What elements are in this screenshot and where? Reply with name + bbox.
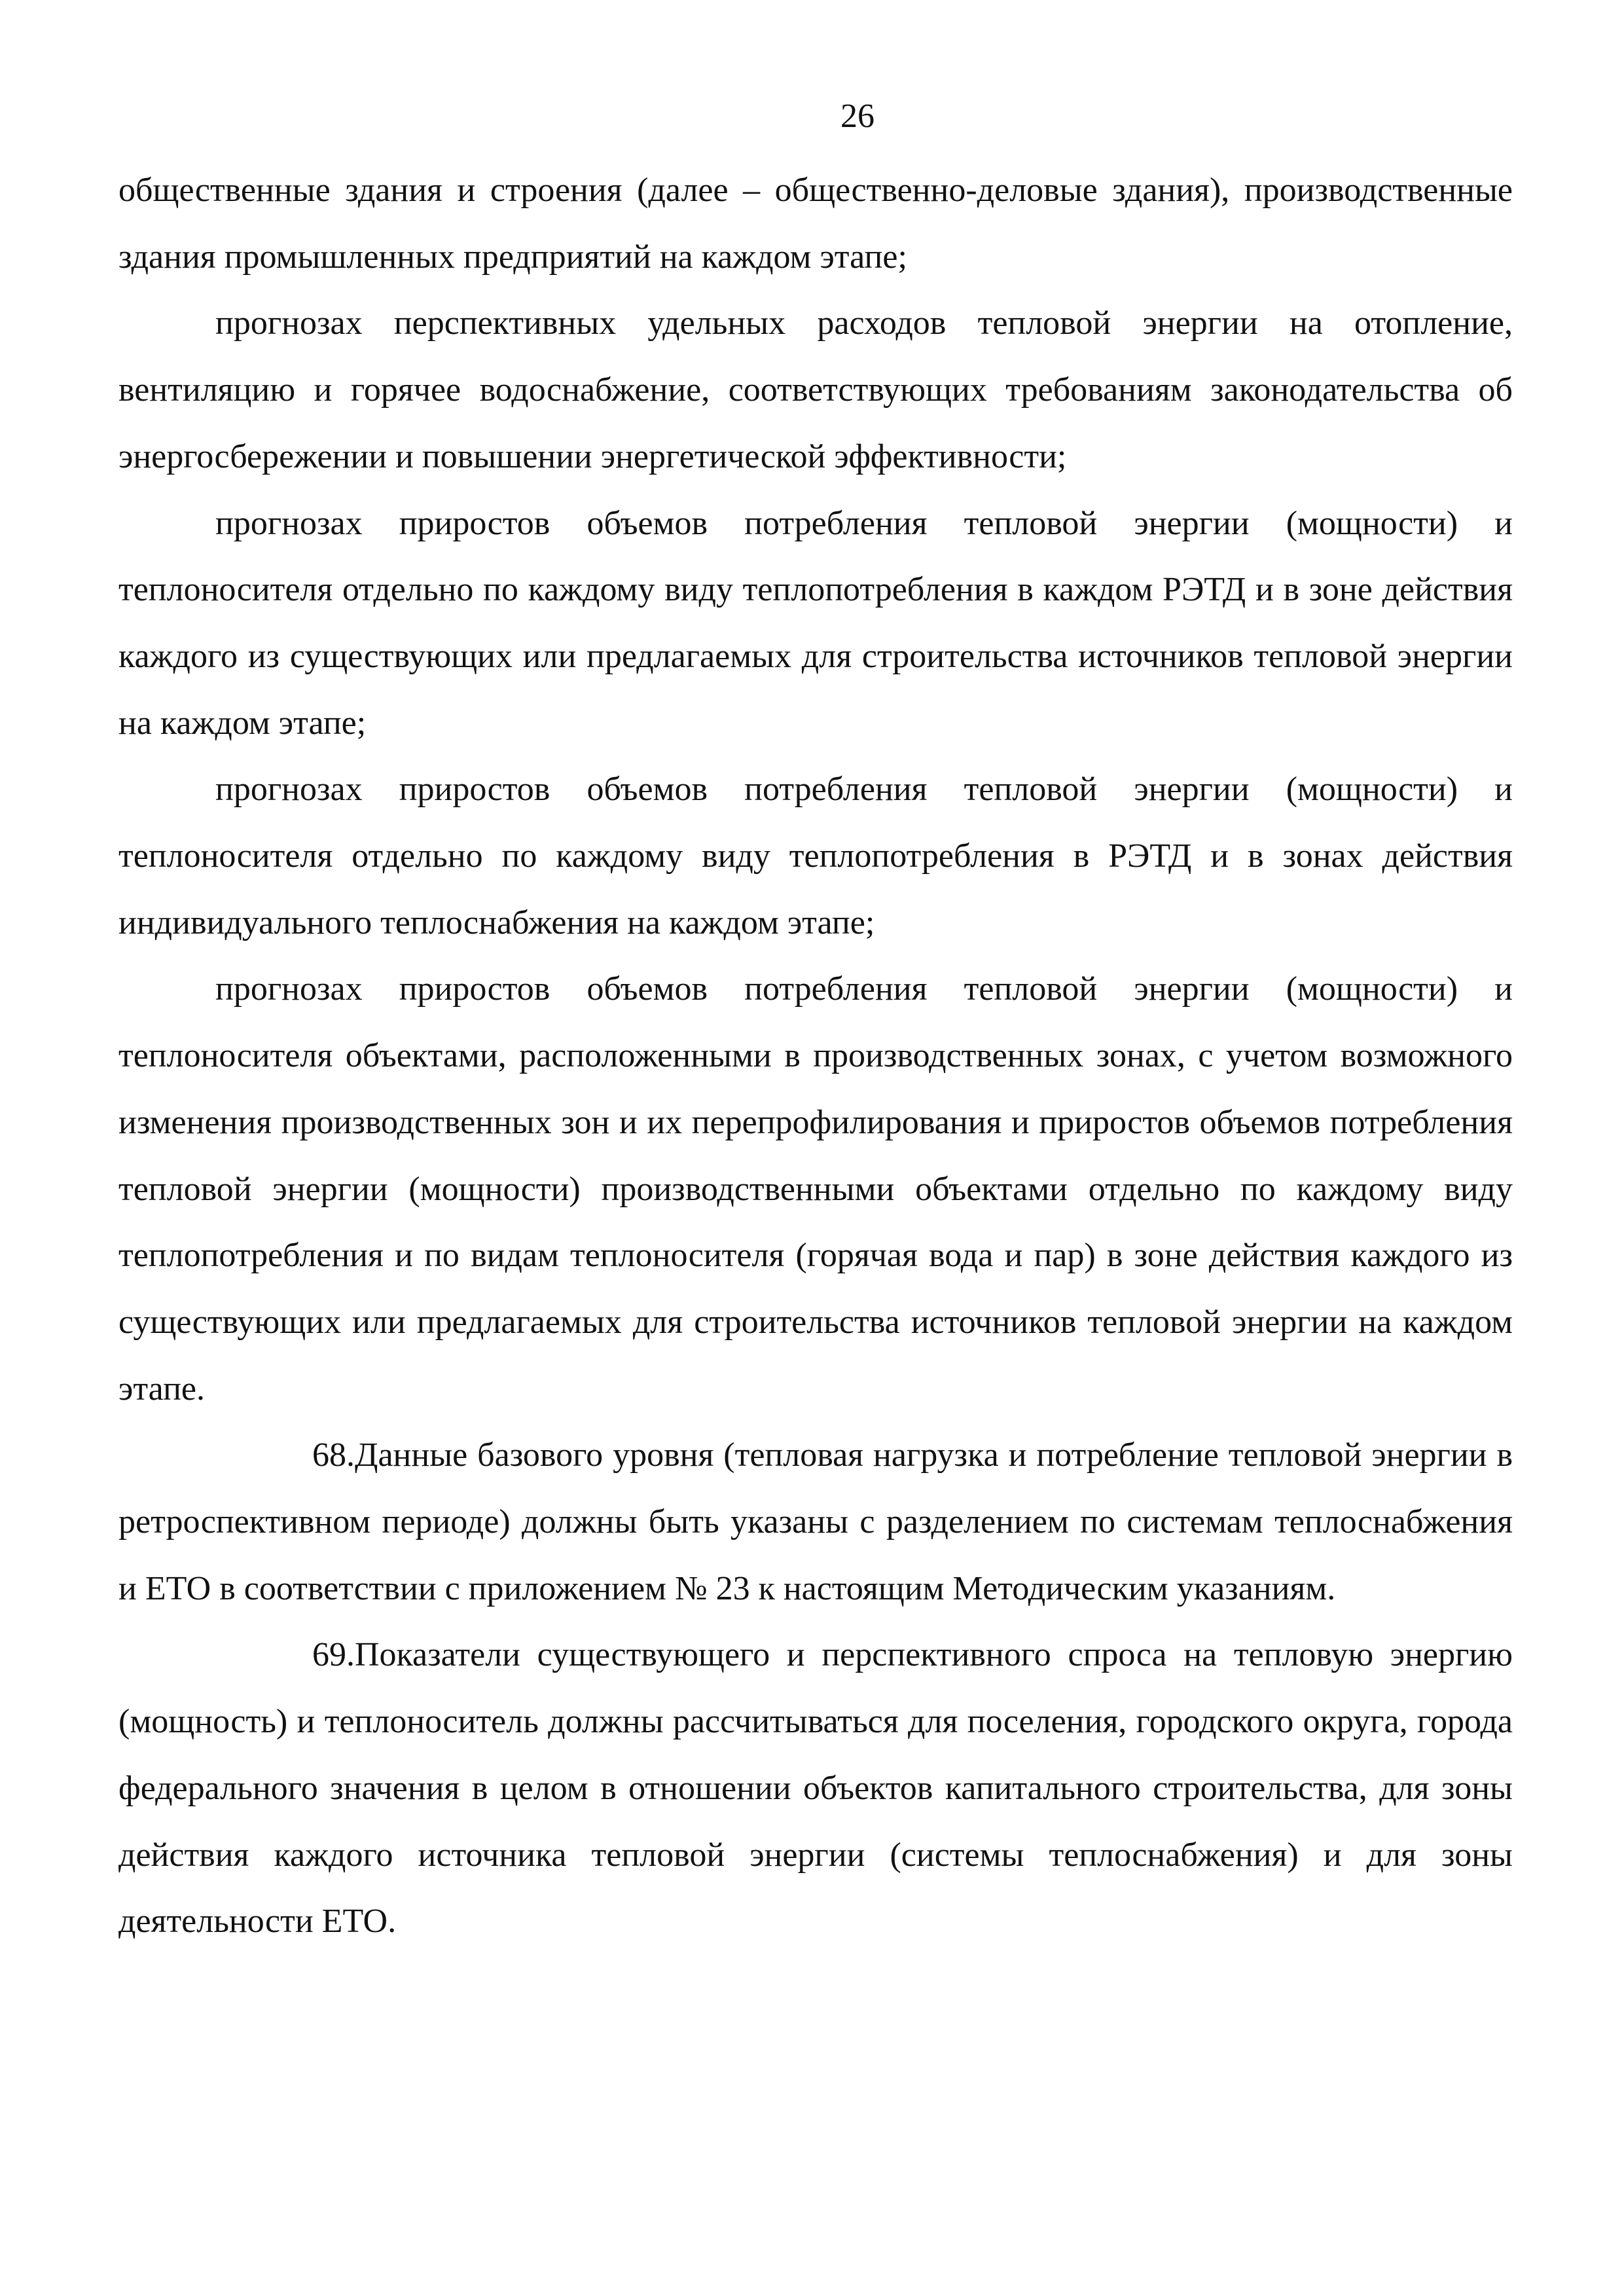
paragraph-text: общественные здания и строения (далее – общественно-деловые здания), производственные здания промышленных предприятий на каждом этапе; (118, 172, 1513, 276)
page-number: 26 (840, 98, 875, 135)
paragraph-text: прогнозах приростов объемов потребления тепловой энергии (мощности) и теплоносителя объектами, расположенными в производственных зонах, с учетом возможного изменения производственных зон и их перепрофилирования и приростов объемов потребления тепловой энергии (мощности) производственными объектами отдельно по каждому виду теплопотребления и по видам теплоносителя (горячая вода и пар) в зоне действия каждого из существующих или предлагаемых для строительства источников тепловой энергии на каждом этапе. (118, 970, 1513, 1408)
paragraph-consumption-growth-retd (118, 490, 1513, 757)
paragraph-individual-heat-supply (118, 756, 1513, 956)
paragraph-continuation (118, 157, 1513, 290)
clause-text: Показатели существующего и перспективного спроса на тепловую энергию (мощность) и теплоноситель должны рассчитываться для поселения, городского округа, города федерального значения в целом в отношении объектов капитального строительства, для зоны действия каждого источника тепловой энергии (системы теплоснабжения) и для зоны деятельности ЕТО. (118, 1636, 1513, 1941)
clause-text: Данные базового уровня (тепловая нагрузка и потребление тепловой энергии в ретроспективном периоде) должны быть указаны с разделением по системам теплоснабжения и ЕТО в соответствии с приложением № 23 к настоящим Методическим указаниям. (118, 1436, 1513, 1607)
document-body (118, 157, 1513, 1955)
clause-69 (118, 1622, 1513, 1955)
clause-number: 68. (312, 1436, 355, 1474)
paragraph-text: прогнозах перспективных удельных расходов тепловой энергии на отопление, вентиляцию и горячее водоснабжение, соответствующих требованиям законодательства об энергосбережении и повышении энергетической эффективности; (118, 304, 1513, 475)
paragraph-text: прогнозах приростов объемов потребления тепловой энергии (мощности) и теплоносителя отдельно по каждому виду теплопотребления в каждом РЭТД и в зоне действия каждого из существующих или предлагаемых для строительства источников тепловой энергии на каждом этапе; (118, 504, 1513, 742)
paragraph-text: прогнозах приростов объемов потребления тепловой энергии (мощности) и теплоносителя отдельно по каждому виду теплопотребления в РЭТД и в зонах действия индивидуального теплоснабжения на каждом этапе; (118, 771, 1513, 941)
paragraph-production-zones (118, 956, 1513, 1422)
clause-number: 69. (312, 1636, 355, 1674)
paragraph-specific-heat-consumption (118, 290, 1513, 490)
clause-68 (118, 1422, 1513, 1622)
